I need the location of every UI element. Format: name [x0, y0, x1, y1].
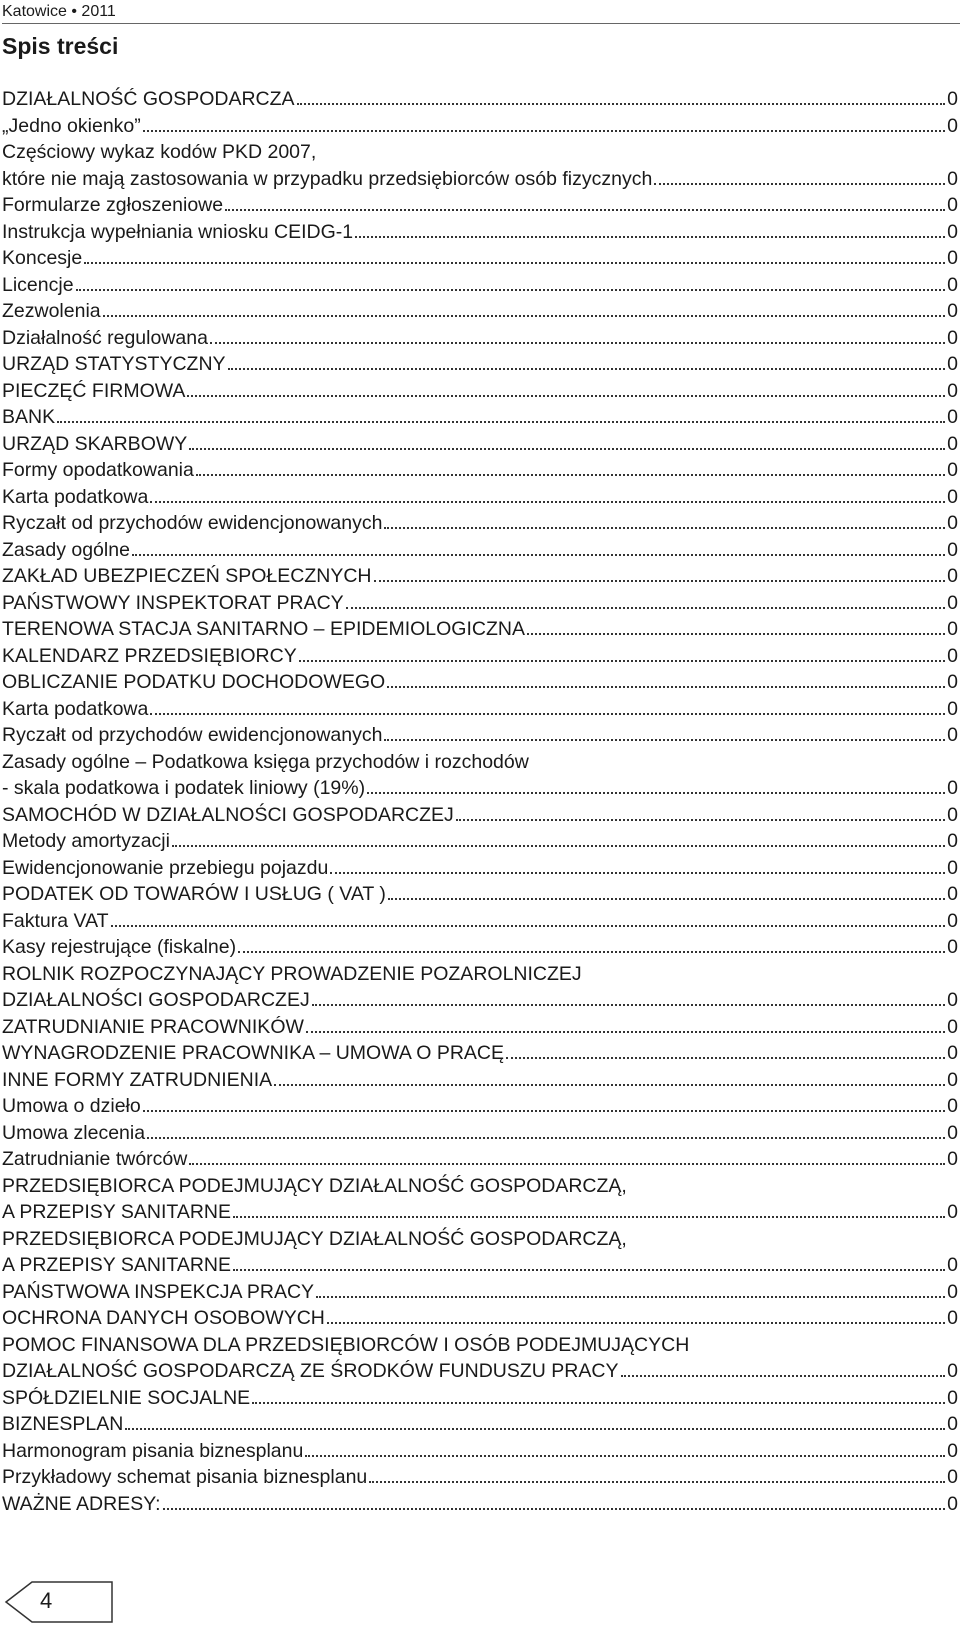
dot-leader: [274, 1084, 945, 1086]
toc-entry[interactable]: [2, 1014, 958, 1041]
toc-entry-page: 0: [947, 1121, 958, 1144]
dot-leader: [456, 819, 945, 821]
toc-entry[interactable]: [2, 1464, 958, 1491]
toc-entry[interactable]: [2, 961, 958, 988]
toc-entry[interactable]: [2, 1252, 958, 1279]
toc-entry-label: DZIAŁALNOŚĆ GOSPODARCZĄ ZE ŚRODKÓW FUNDUSZU PRACY: [2, 1360, 619, 1382]
dot-leader: [297, 103, 946, 105]
toc-entry-page: 0: [947, 644, 958, 667]
toc-entry[interactable]: [2, 537, 958, 564]
dot-leader: [654, 183, 945, 185]
toc-entry-label: POMOC FINANSOWA DLA PRZEDSIĘBIORCÓW I OSÓB PODEJMUJĄCYCH: [2, 1333, 690, 1356]
dot-leader: [233, 1216, 945, 1218]
toc-entry[interactable]: [2, 987, 958, 1014]
toc-entry[interactable]: [2, 1491, 958, 1518]
toc-entry-page: 0: [947, 538, 958, 561]
toc-entry[interactable]: [2, 643, 958, 670]
toc-entry-page: 0: [947, 830, 958, 852]
dot-leader: [187, 395, 945, 397]
toc-entry-page: 0: [947, 1280, 958, 1303]
toc-entry[interactable]: [2, 1120, 958, 1147]
dot-leader: [210, 342, 945, 344]
toc-entry-label: PIECZĘĆ FIRMOWA: [2, 379, 186, 402]
toc-entry-page: 0: [947, 247, 958, 269]
toc-entry-label: PAŃSTWOWA INSPEKCJA PRACY: [2, 1280, 315, 1303]
dot-leader: [76, 289, 946, 291]
toc-entry-label: ZAKŁAD UBEZPIECZEŃ SPOŁECZNYCH: [2, 565, 372, 587]
dot-leader: [147, 1137, 945, 1139]
dot-leader: [150, 713, 945, 715]
dot-leader: [384, 527, 945, 529]
toc-entry-label: WAŻNE ADRESY:: [2, 1492, 161, 1515]
dot-leader: [388, 898, 945, 900]
toc-entry-page: 0: [947, 432, 958, 455]
toc-entry-label: DZIAŁALNOŚCI GOSPODARCZEJ: [2, 989, 310, 1011]
toc-entry[interactable]: [2, 828, 958, 855]
toc-entry-page: 0: [947, 697, 958, 720]
toc-entry-label: Częściowy wykaz kodów PKD 2007,: [2, 141, 317, 163]
toc-entry-label: URZĄD STATYSTYCZNY: [2, 353, 226, 375]
toc-entry-label: Zezwolenia: [2, 300, 101, 322]
toc-entry-label: PAŃSTWOWY INSPEKTORAT PRACY: [2, 591, 344, 614]
toc-entry-page: 0: [947, 512, 958, 534]
toc-entry-page: 0: [947, 353, 958, 375]
toc-entry[interactable]: [2, 1199, 958, 1226]
toc-entry[interactable]: [2, 1173, 958, 1200]
toc-entry[interactable]: [2, 934, 958, 961]
toc-entry-label: ZATRUDNIANIE PRACOWNIKÓW: [2, 1015, 304, 1038]
dot-leader: [374, 580, 946, 582]
toc-entry-page: 0: [947, 114, 958, 137]
toc-entry[interactable]: [2, 722, 958, 749]
toc-entry-label: DZIAŁALNOŚĆ GOSPODARCZA: [2, 88, 295, 110]
dot-leader: [387, 686, 945, 688]
toc-entry-page: 0: [947, 1413, 958, 1435]
toc-entry-label: Umowa zlecenia: [2, 1121, 146, 1144]
toc-entry-page: 0: [947, 1386, 958, 1409]
toc-entry-page: 0: [947, 1201, 958, 1223]
header-line: Katowice • 2011: [2, 3, 116, 20]
toc-entry[interactable]: [2, 1305, 958, 1332]
toc-entry[interactable]: [2, 775, 958, 802]
toc-entry-label: A PRZEPISY SANITARNE: [2, 1254, 232, 1276]
toc-entry[interactable]: [2, 192, 958, 219]
toc-entry[interactable]: [2, 457, 958, 484]
dot-leader: [252, 1402, 945, 1404]
toc-entry[interactable]: [2, 325, 958, 352]
toc-entry[interactable]: [2, 1358, 958, 1385]
dot-leader: [225, 209, 945, 211]
toc-entry-page: 0: [947, 326, 958, 349]
toc-entry-page: 0: [947, 1095, 958, 1117]
toc-entry[interactable]: [2, 696, 958, 723]
dot-leader: [111, 925, 946, 927]
toc-entry[interactable]: [2, 1146, 958, 1173]
toc-entry-page: 0: [947, 671, 958, 693]
toc-entry[interactable]: [2, 1385, 958, 1412]
dot-leader: [84, 262, 945, 264]
toc-entry-label: BANK: [2, 406, 56, 428]
toc-entry[interactable]: [2, 113, 958, 140]
toc-entry-page: 0: [947, 1254, 958, 1276]
toc-entry-page: 0: [947, 167, 958, 190]
toc-entry-page: 0: [947, 220, 958, 243]
dot-leader: [228, 368, 946, 370]
dot-leader: [621, 1375, 946, 1377]
toc-entry-page: 0: [947, 936, 958, 958]
toc-entry[interactable]: [2, 749, 958, 776]
toc-entry[interactable]: [2, 484, 958, 511]
toc-entry-label: ROLNIK ROZPOCZYNAJĄCY PROWADZENIE POZAROLNICZEJ: [2, 962, 582, 985]
toc-entry-page: 0: [947, 1360, 958, 1382]
toc-entry-label: PODATEK OD TOWARÓW I USŁUG ( VAT ): [2, 883, 386, 905]
dot-leader: [189, 1163, 945, 1165]
toc-entry-label: WYNAGRODZENIE PRACOWNIKA – UMOWA O PRACĘ: [2, 1042, 505, 1064]
toc-entry[interactable]: [2, 563, 958, 590]
dot-leader: [150, 501, 945, 503]
toc-entry-page: 0: [947, 194, 958, 216]
toc-entry-page: 0: [947, 1015, 958, 1038]
toc-entry[interactable]: [2, 1093, 958, 1120]
table-of-contents: [2, 86, 958, 1517]
dot-leader: [189, 448, 945, 450]
toc-entry-label: KALENDARZ PRZEDSIĘBIORCY: [2, 644, 297, 667]
toc-entry-page: 0: [947, 724, 958, 746]
toc-entry[interactable]: [2, 510, 958, 537]
toc-entry-label: SPÓŁDZIELNIE SOCJALNE: [2, 1386, 251, 1409]
toc-entry[interactable]: [2, 616, 958, 643]
page-title: Spis treści: [2, 33, 119, 59]
dot-leader: [369, 1481, 945, 1483]
dot-leader: [327, 1322, 945, 1324]
toc-entry[interactable]: [2, 431, 958, 458]
toc-entry-label: które nie mają zastosowania w przypadku przedsiębiorców osób fizycznych: [2, 167, 653, 190]
toc-entry-page: 0: [947, 1466, 958, 1488]
toc-entry[interactable]: [2, 351, 958, 378]
toc-entry-label: Karta podatkowa: [2, 697, 149, 720]
toc-entry-page: 0: [947, 406, 958, 428]
toc-entry-page: 0: [947, 1439, 958, 1462]
toc-entry-label: „Jedno okienko”: [2, 114, 141, 137]
toc-entry-label: Zasady ogólne – Podatkowa księga przychodów i rozchodów: [2, 750, 529, 773]
toc-entry-label: Faktura VAT: [2, 909, 109, 932]
dot-leader: [238, 951, 945, 953]
toc-entry-label: Koncesje: [2, 247, 83, 269]
toc-entry-label: Ryczałt od przychodów ewidencjonowanych: [2, 724, 383, 746]
page-number: 4: [40, 1588, 53, 1613]
dot-leader: [506, 1057, 945, 1059]
toc-entry-page: 0: [947, 777, 958, 799]
toc-entry-page: 0: [947, 88, 958, 110]
toc-entry[interactable]: [2, 404, 958, 431]
toc-entry-label: OBLICZANIE PODATKU DOCHODOWEGO: [2, 671, 386, 693]
dot-leader: [384, 739, 945, 741]
toc-entry-label: URZĄD SKARBOWY: [2, 432, 188, 455]
toc-entry[interactable]: [2, 166, 958, 193]
toc-entry-page: 0: [947, 989, 958, 1011]
toc-entry-label: SAMOCHÓD W DZIAŁALNOŚCI GOSPODARCZEJ: [2, 803, 454, 826]
dot-leader: [103, 315, 946, 317]
toc-entry-label: Metody amortyzacji: [2, 830, 170, 852]
toc-entry[interactable]: [2, 272, 958, 299]
toc-entry-page: 0: [947, 1042, 958, 1064]
toc-entry-page: 0: [947, 1492, 958, 1515]
toc-entry-page: 0: [947, 379, 958, 402]
page-number-arrow-icon: [4, 1580, 114, 1624]
toc-entry[interactable]: [2, 1226, 958, 1253]
toc-entry-label: Instrukcja wypełniania wniosku CEIDG-1: [2, 220, 354, 243]
toc-entry-page: 0: [947, 273, 958, 296]
toc-entry-page: 0: [947, 459, 958, 481]
toc-entry[interactable]: [2, 908, 958, 935]
toc-entry[interactable]: [2, 1411, 958, 1438]
toc-entry[interactable]: [2, 139, 958, 166]
dot-leader: [132, 554, 945, 556]
toc-entry-label: TERENOWA STACJA SANITARNO – EPIDEMIOLOGICZNA: [2, 618, 525, 640]
toc-entry-page: 0: [947, 909, 958, 932]
toc-entry-label: PRZEDSIĘBIORCA PODEJMUJĄCY DZIAŁALNOŚĆ GOSPODARCZĄ,: [2, 1174, 627, 1197]
toc-entry-label: Formy opodatkowania: [2, 459, 194, 481]
toc-entry[interactable]: [2, 86, 958, 113]
page-header: [2, 2, 960, 60]
toc-entry-label: OCHRONA DANYCH OSOBOWYCH: [2, 1307, 325, 1329]
toc-entry[interactable]: [2, 1438, 958, 1465]
toc-entry[interactable]: [2, 298, 958, 325]
dot-leader: [57, 421, 945, 423]
toc-entry[interactable]: [2, 590, 958, 617]
toc-entry-page: 0: [947, 1148, 958, 1170]
dot-leader: [299, 660, 945, 662]
toc-entry[interactable]: [2, 1332, 958, 1359]
toc-entry-label: Umowa o dzieło: [2, 1095, 141, 1117]
toc-entry-page: 0: [947, 565, 958, 587]
toc-entry-label: - skala podatkowa i podatek liniowy (19%): [2, 777, 366, 799]
toc-entry[interactable]: [2, 219, 958, 246]
dot-leader: [125, 1428, 945, 1430]
toc-entry-label: Zatrudnianie twórców: [2, 1148, 188, 1170]
dot-leader: [172, 845, 945, 847]
toc-entry-label: Harmonogram pisania biznesplanu: [2, 1439, 304, 1462]
toc-entry-label: A PRZEPISY SANITARNE: [2, 1201, 232, 1223]
toc-entry-page: 0: [947, 485, 958, 508]
toc-entry-label: Zasady ogólne: [2, 538, 130, 561]
dot-leader: [233, 1269, 945, 1271]
toc-entry-label: Ryczałt od przychodów ewidencjonowanych: [2, 512, 383, 534]
dot-leader: [367, 792, 945, 794]
toc-entry-page: 0: [947, 1068, 958, 1091]
toc-entry-page: 0: [947, 1307, 958, 1329]
dot-leader: [346, 607, 945, 609]
toc-entry-page: 0: [947, 856, 958, 879]
toc-entry-page: 0: [947, 591, 958, 614]
dot-leader: [306, 1031, 945, 1033]
dot-leader: [355, 236, 945, 238]
toc-entry-label: Kasy rejestrujące (fiskalne): [2, 936, 237, 958]
toc-entry-label: PRZEDSIĘBIORCA PODEJMUJĄCY DZIAŁALNOŚĆ GOSPODARCZĄ,: [2, 1227, 627, 1250]
toc-entry-page: 0: [947, 803, 958, 826]
dot-leader: [196, 474, 945, 476]
toc-entry-label: INNE FORMY ZATRUDNIENIA: [2, 1068, 273, 1091]
toc-entry-page: 0: [947, 618, 958, 640]
toc-entry[interactable]: [2, 881, 958, 908]
toc-entry[interactable]: [2, 1067, 958, 1094]
toc-entry-label: Działalność regulowana: [2, 326, 208, 349]
header-rule: [2, 23, 960, 24]
toc-entry[interactable]: [2, 855, 958, 882]
toc-entry[interactable]: [2, 378, 958, 405]
toc-entry-label: Karta podatkowa: [2, 485, 149, 508]
toc-entry-page: 0: [947, 883, 958, 905]
toc-entry-label: Formularze zgłoszeniowe: [2, 194, 224, 216]
dot-leader: [143, 1110, 945, 1112]
toc-entry-label: Przykładowy schemat pisania biznesplanu: [2, 1466, 368, 1488]
toc-entry[interactable]: [2, 1040, 958, 1067]
toc-entry-page: 0: [947, 300, 958, 322]
dot-leader: [305, 1455, 945, 1457]
dot-leader: [143, 130, 945, 132]
toc-entry-label: BIZNESPLAN: [2, 1413, 124, 1435]
dot-leader: [163, 1508, 946, 1510]
toc-entry[interactable]: [2, 669, 958, 696]
dot-leader: [527, 633, 945, 635]
toc-entry[interactable]: [2, 1279, 958, 1306]
toc-entry[interactable]: [2, 245, 958, 272]
dot-leader: [312, 1004, 945, 1006]
toc-entry-label: Licencje: [2, 273, 74, 296]
toc-entry[interactable]: [2, 802, 958, 829]
dot-leader: [316, 1296, 945, 1298]
dot-leader: [330, 872, 945, 874]
toc-entry-label: Ewidencjonowanie przebiegu pojazdu: [2, 856, 329, 879]
